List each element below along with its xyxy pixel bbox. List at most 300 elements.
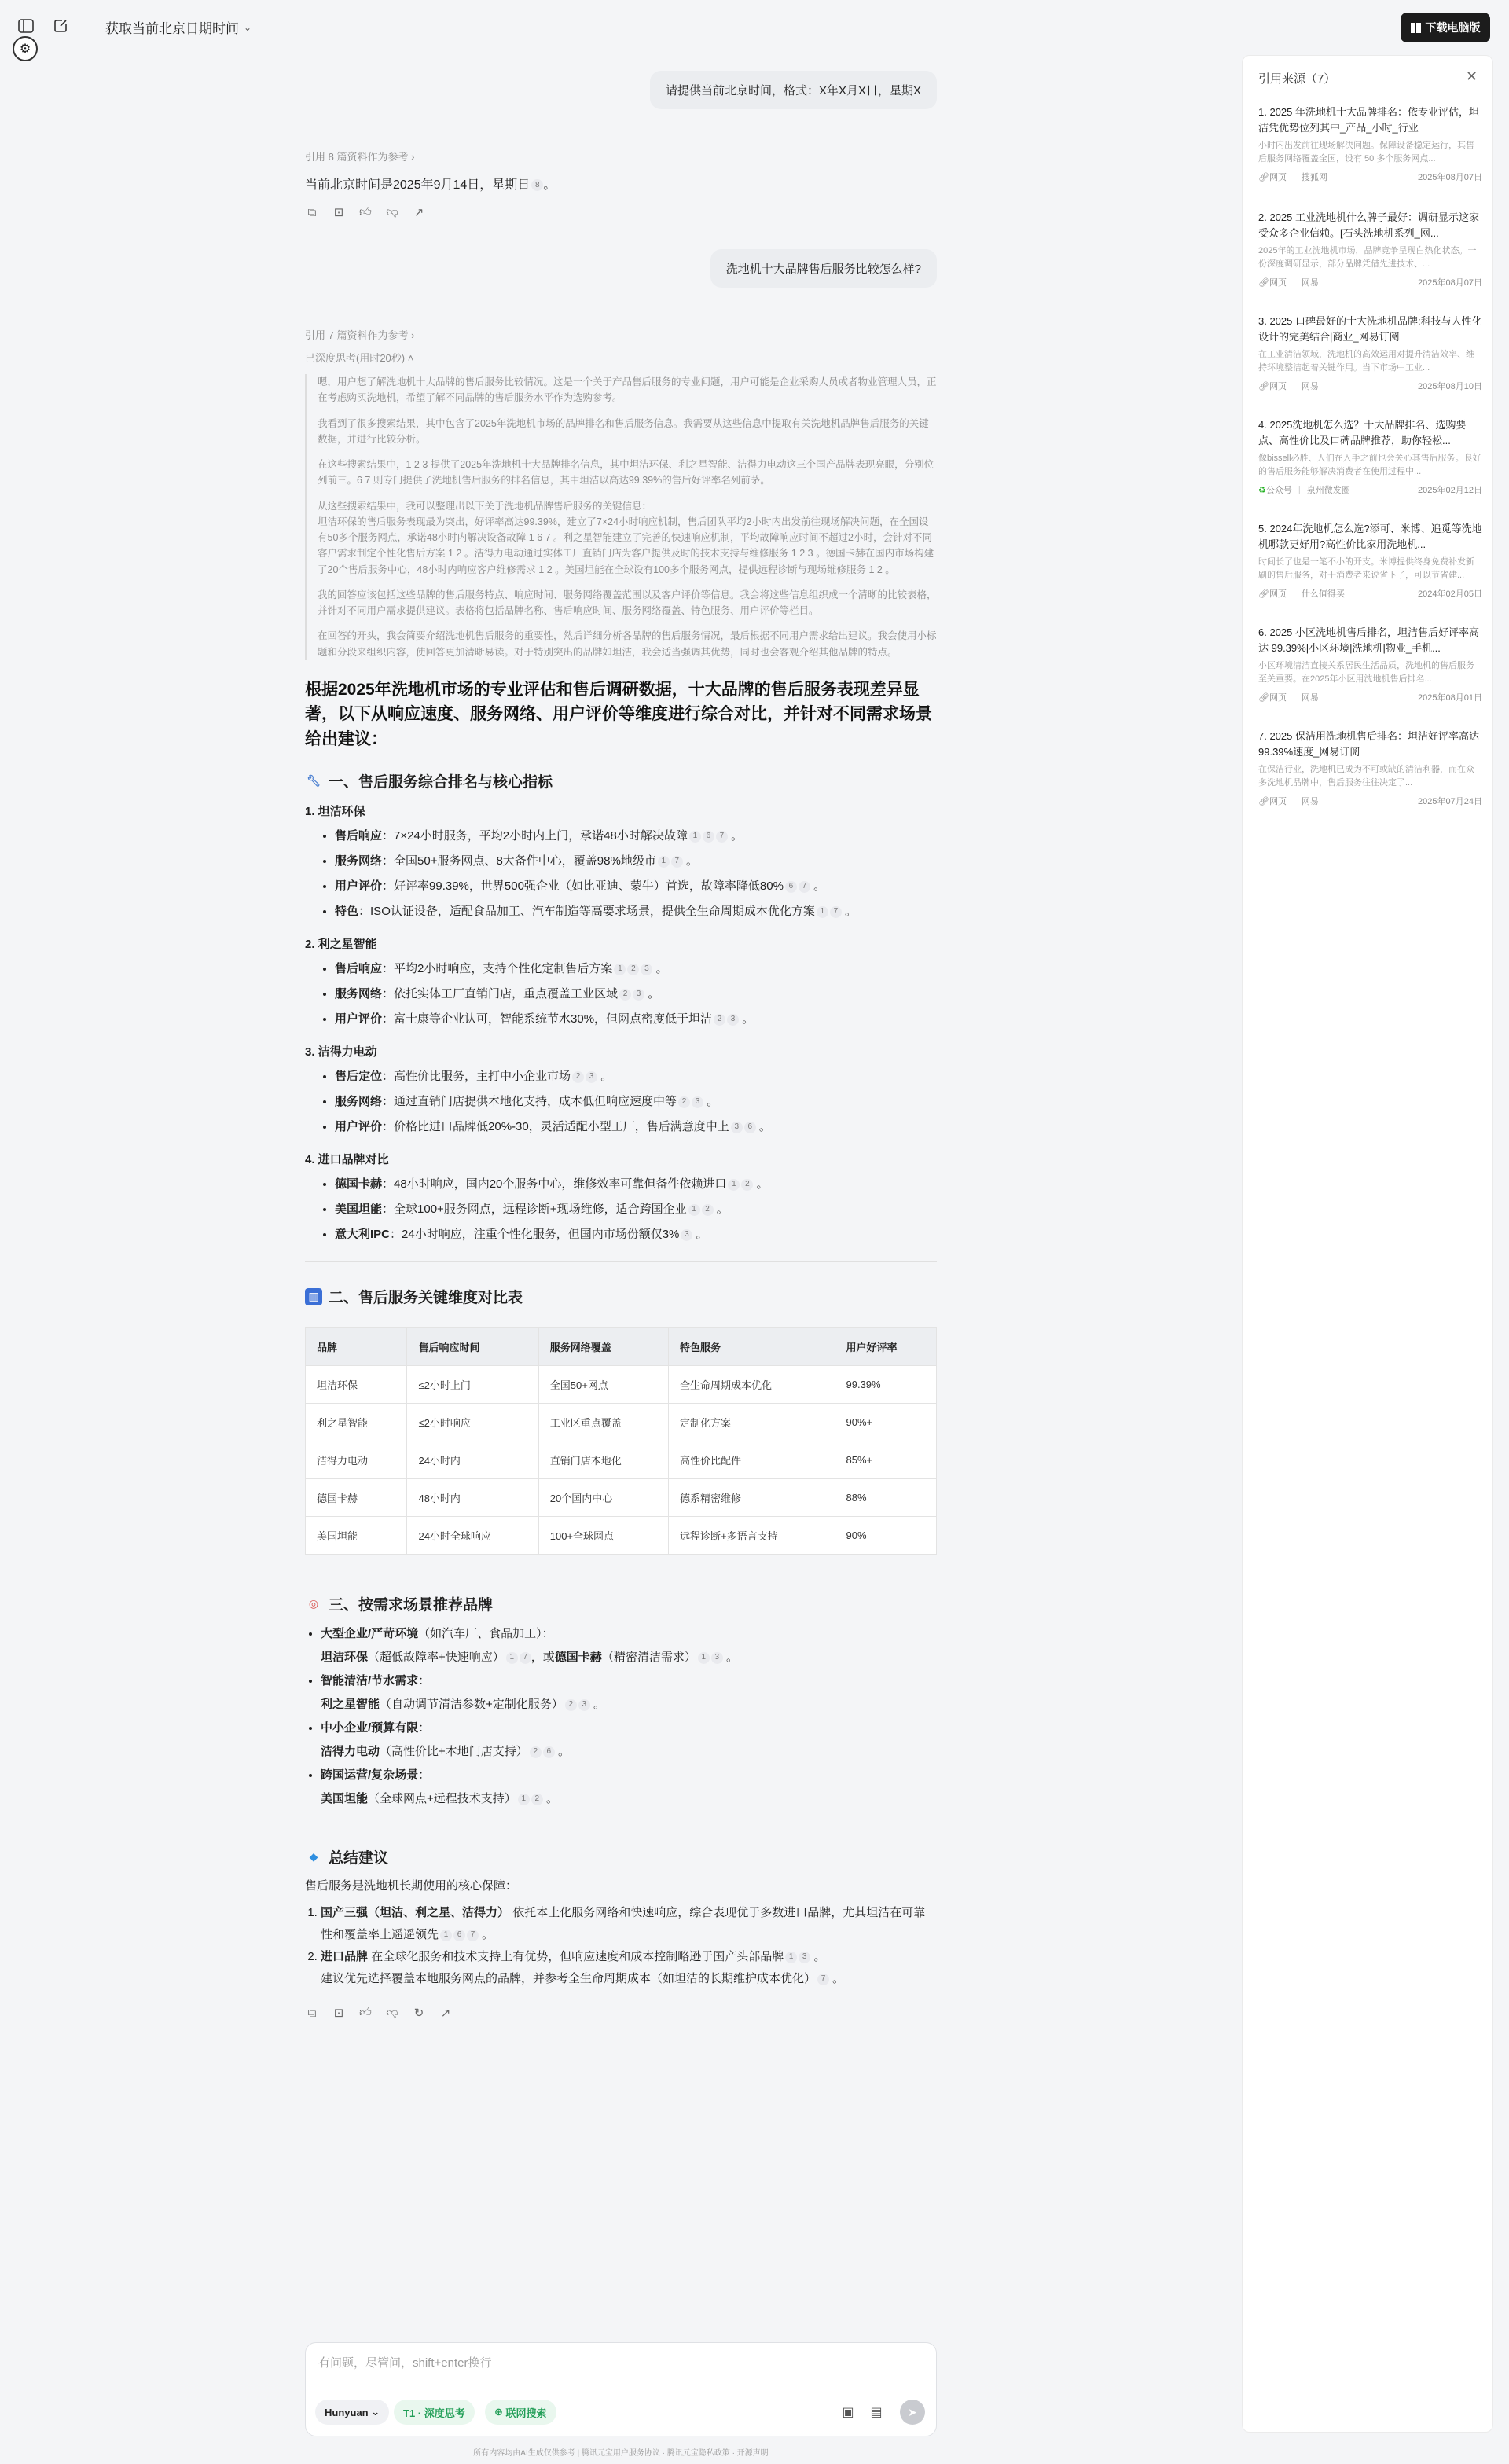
item-value: ：全球100+服务网点，远程诊断+现场维修，适合跨国企业 <box>382 1203 687 1217</box>
recommendation-reason: （全球网点+远程技术支持） <box>368 1792 516 1806</box>
citation-badge[interactable]: 3 <box>681 1229 692 1241</box>
item-key: 售后响应 <box>335 962 383 976</box>
link-icon: 🔗︎ <box>1258 172 1269 182</box>
item-value: ：通过直销门店提供本地化支持，成本低但响应速度中等 <box>382 1095 677 1109</box>
scenario-key-suffix: ： <box>418 1721 431 1735</box>
table-cell: 90%+ <box>835 1404 937 1441</box>
citation-badge[interactable]: 7 <box>799 881 810 893</box>
references-link-1[interactable]: 引用 8 篇资料作为参考 › <box>305 151 415 163</box>
table-cell: 德系精密维修 <box>669 1479 835 1517</box>
brand-item: • 售后响应：平均2小时响应，支持个性化定制售后方案 1 2 3 。 <box>335 957 937 982</box>
citation-badge[interactable]: 1 <box>688 1204 700 1216</box>
source-site: 泉州微发圈 <box>1306 486 1350 495</box>
source-type: 网页 <box>1269 278 1287 288</box>
table-cell: ≤2小时上门 <box>407 1366 538 1404</box>
copy-icon[interactable]: ⧉ <box>307 205 317 219</box>
source-type: 网页 <box>1269 382 1287 391</box>
item-value: ：平均2小时响应，支持个性化定制售后方案 <box>382 962 613 976</box>
thinking-label: 已深度思考(用时20秒) <box>305 352 406 364</box>
answer-text: 当前北京时间是2025年9月14日，星期日 <box>305 178 531 192</box>
sidebar-toggle-icon[interactable] <box>17 17 36 36</box>
table-cell: ≤2小时响应 <box>407 1404 538 1441</box>
citation-badge[interactable]: 7 <box>830 906 842 918</box>
table-row <box>306 1404 937 1441</box>
source-item[interactable] <box>1258 729 1482 807</box>
thumbs-down-icon[interactable]: 👎︎ <box>386 205 398 218</box>
table-header-cell: 售后响应时间 <box>407 1328 538 1366</box>
citation-badge[interactable]: 6 <box>785 881 797 893</box>
deep-thinking-toggle-button[interactable] <box>394 2400 475 2425</box>
source-snippet: 像bissell必胜、人们在入手之前也会关心其售后服务。良好的售后服务能够解决消费者在使用过程中... <box>1258 454 1481 476</box>
source-date: 2025年08月10日 <box>1418 382 1482 391</box>
recommendation-reason: （高性价比+本地门店支持） <box>380 1745 528 1759</box>
source-meta <box>1258 483 1482 496</box>
thinking-content <box>305 374 937 660</box>
scenario-recommendation: 美国坦能（全球网点+远程技术支持） 1 2 。 <box>321 1792 558 1806</box>
send-button[interactable]: ➤ <box>900 2400 925 2425</box>
source-title[interactable]: 2. 2025 工业洗地机什么牌子最好：调研显示这家受众多企业信赖。[石头洗地机系列_网... <box>1258 211 1479 239</box>
source-title[interactable]: 4. 2025洗地机怎么选？十大品牌排名、选购要点、高性价比及口碑品牌推荐，助你轻松... <box>1258 419 1467 446</box>
windows-icon <box>1411 23 1421 33</box>
table-cell: 24小时内 <box>407 1441 538 1479</box>
summary-list <box>321 1902 937 1990</box>
source-site: 什么值得买 <box>1301 589 1345 599</box>
source-item[interactable] <box>1258 521 1482 600</box>
source-meta <box>1258 587 1482 600</box>
source-snippet: 小时内出发前往现场解决问题。保障设备稳定运行，其售后服务网络覆盖全国，设有 50 多个服务网点... <box>1258 141 1474 163</box>
brand-item: • 服务网络：依托实体工厂直销门店，重点覆盖工业区域 2 3 。 <box>335 982 937 1007</box>
item-value: ：依托实体工厂直销门店，重点覆盖工业区域 <box>382 987 619 1001</box>
section-2-heading <box>305 1286 937 1307</box>
source-item[interactable] <box>1258 314 1482 392</box>
scenario-list <box>321 1622 937 1811</box>
table-cell: 坦洁环保 <box>306 1366 407 1404</box>
image-upload-icon[interactable]: ▣ <box>842 2406 854 2419</box>
source-meta <box>1258 276 1482 288</box>
summary-key: 国产三强（坦洁、利之星、洁得力） <box>321 1906 510 1920</box>
table-cell: 24小时全球响应 <box>407 1517 538 1555</box>
scenario-key: 大型企业/严苛环境 <box>321 1627 419 1641</box>
recommended-brand: 利之星智能 <box>321 1698 380 1712</box>
source-type: 网页 <box>1269 589 1287 599</box>
item-key: 特色 <box>335 905 359 919</box>
citation-badge[interactable]: 3 <box>799 1952 810 1963</box>
item-key: 意大利IPC <box>335 1228 391 1242</box>
citation-badge[interactable]: 1 <box>689 831 701 843</box>
citation-badge[interactable]: 2 <box>678 1096 690 1108</box>
table-row <box>306 1517 937 1555</box>
table-cell: 85%+ <box>835 1441 937 1479</box>
thinking-paragraph: 我看到了很多搜索结果，其中包含了2025年洗地机市场的品牌排名和售后服务信息。我需要从这些信息中提取有关洗地机品牌售后服务的关键数据，并进行比较分析。 <box>318 417 929 445</box>
citation-badge[interactable]: 3 <box>578 1699 590 1711</box>
share-icon[interactable]: ↗ <box>440 2007 451 2021</box>
link-icon: 🔗︎ <box>1258 692 1269 703</box>
assistant-answer-1: 当前北京时间是2025年9月14日，星期日 8 。 <box>305 178 556 192</box>
table-cell: 直销门店本地化 <box>538 1441 668 1479</box>
globe-icon: ⊕ <box>494 2406 503 2418</box>
citation-badge[interactable]: 2 <box>702 1204 714 1216</box>
citation-badge[interactable]: 3 <box>586 1071 597 1083</box>
source-snippet: 在工业清洁领域，洗地机的高效运用对提升清洁效率、维持环境整洁起着关键作用。当下市场中工业... <box>1258 350 1474 373</box>
copy-icon[interactable]: ⧉ <box>307 2006 317 2020</box>
download-label: 下载电脑版 <box>1425 21 1481 34</box>
sources-panel-title: 引用来源（7） <box>1258 72 1336 86</box>
brand-title: 3. 洁得力电动 <box>305 1045 377 1059</box>
citation-badge[interactable]: 1 <box>658 856 670 868</box>
table-header-row <box>306 1328 937 1366</box>
link-icon: 🔗︎ <box>1258 277 1269 288</box>
item-value: ：48小时响应，国内20个服务中心，维修效率可靠但备件依赖进口 <box>382 1177 727 1192</box>
table-cell: 远程诊断+多语言支持 <box>669 1517 835 1555</box>
item-value: ：全国50+服务网点、8大备件中心，覆盖98%地级市 <box>382 854 656 868</box>
table-cell: 48小时内 <box>407 1479 538 1517</box>
source-site: 网易 <box>1301 693 1319 703</box>
citation-badge[interactable]: 2 <box>741 1179 753 1191</box>
thinking-paragraph: 坦洁环保的售后服务表现最为突出，好评率高达99.39%，建立了7×24小时响应机制，售后团队平均2小时内出发前往现场解决问题，在全国设有50多个服务网点，承诺48小时内解决设备故障 1 6 7 。利之星智能建立了完善的快速响应机制，平均故障响应时间不超过2小时，会针对不同客户需求制定个性化售后方案 1 2 。洁得力电动通过实体工厂直销门店为客户提供及时的技术支持与维修服务 1 2 3 。德国卡赫在国内市场构建了20个售后服务中心，48小时内响应客户维修需求 1 2 。美国坦能在全球设有100多个服务网点，提供远程诊断与现场维修服务 1 2 。 <box>318 516 934 575</box>
brand-items <box>335 1172 937 1247</box>
file-upload-icon[interactable]: ▤ <box>870 2406 883 2419</box>
item-key: 售后响应 <box>335 829 383 843</box>
separator: | <box>1292 381 1295 391</box>
thinking-paragraph: 在这些搜索结果中，1 2 3 提供了2025年洗地机十大品牌排名信息，其中坦洁环保、利之星智能、洁得力电动这三个国产品牌表现亮眼，分别位列前三。6 7 则专门提供了洗地机售后服务的排名信息，其中坦洁以高达99.39%的售后好评率名列前茅。 <box>318 459 934 487</box>
separator: | <box>1292 277 1295 287</box>
item-value: ：价格比进口品牌低20%-30，灵活适配小型工厂，售后满意度中上 <box>382 1120 729 1134</box>
scenario-key: 中小企业/预算有限 <box>321 1721 419 1735</box>
citation-badge[interactable]: 6 <box>453 1930 465 1941</box>
comparison-table <box>305 1327 937 1555</box>
citation-badge[interactable]: 3 <box>727 1014 739 1026</box>
citation-badge[interactable]: 1 <box>440 1930 452 1941</box>
connector-text: ，或 <box>531 1651 555 1665</box>
thumbs-up-icon[interactable]: 👍︎ <box>359 205 372 218</box>
table-cell: 高性价比配件 <box>669 1441 835 1479</box>
source-meta <box>1258 691 1482 703</box>
brand-title: 4. 进口品牌对比 <box>305 1153 389 1167</box>
thumbs-up-icon[interactable]: 👍︎ <box>359 2006 372 2020</box>
summary-item: 1. 国产三强（坦洁、利之星、洁得力） 依托本土化服务网络和快速响应，综合表现优于多数进口品牌，尤其坦洁在可靠性和覆盖率上遥遥领先 1 6 7 。 <box>321 1902 937 1946</box>
scenario-key: 跨国运营/复杂场景 <box>321 1768 419 1783</box>
brand-item: • 美国坦能：全球100+服务网点，远程诊断+现场维修，适合跨国企业 1 2 。 <box>335 1197 937 1222</box>
regenerate-icon[interactable]: ↻ <box>413 2007 424 2021</box>
item-key: 用户评价 <box>335 879 383 894</box>
item-key: 服务网络 <box>335 1095 383 1109</box>
table-cell: 90% <box>835 1517 937 1555</box>
scenario-key: 智能清洁/节水需求 <box>321 1674 419 1688</box>
brand-item: • 德国卡赫：48小时响应，国内20个服务中心，维修效率可靠但备件依赖进口 1 2 。 <box>335 1172 937 1197</box>
scenario-key-suffix: ： <box>418 1768 431 1783</box>
chevron-down-icon: ⌄ <box>244 21 252 33</box>
references-label: 引用 7 篇资料作为参考 <box>305 329 409 341</box>
separator: | <box>1292 692 1295 702</box>
table-header-cell: 服务网络覆盖 <box>538 1328 668 1366</box>
source-snippet: 时间长了也是一笔不小的开支。米博提供终身免费补发新刷的售后服务，对于消费者来说省下了，可以节省建... <box>1258 557 1474 580</box>
web-search-toggle-button[interactable] <box>485 2400 556 2425</box>
bookmark-icon[interactable]: ⊡ <box>333 206 344 219</box>
section-title: 一、售后服务综合排名与核心指标 <box>329 774 553 791</box>
source-title[interactable]: 1. 2025 年洗地机十大品牌排名：依专业评估，坦洁凭优势位列其中_产品_小时_行业 <box>1258 106 1479 134</box>
source-date: 2025年08月07日 <box>1418 173 1482 182</box>
item-value: ：ISO认证设备，适配食品加工、汽车制造等高要求场景，提供全生命周期成本优化方案 <box>358 905 815 919</box>
table-body <box>306 1366 937 1555</box>
scenario-recommendation: 洁得力电动（高性价比+本地门店支持） 2 6 。 <box>321 1745 570 1759</box>
item-key: 用户评价 <box>335 1012 383 1026</box>
recommended-brand: 美国坦能 <box>321 1792 369 1806</box>
citation-badge[interactable]: 2 <box>565 1699 577 1711</box>
references-label: 引用 8 篇资料作为参考 <box>305 151 409 163</box>
close-icon[interactable]: ✕ <box>1466 68 1478 84</box>
source-date: 2025年08月07日 <box>1418 278 1482 288</box>
references-link-2[interactable]: 引用 7 篇资料作为参考 › <box>305 329 415 341</box>
user-message-1: 请提供当前北京时间，格式：X年X月X日，星期X <box>650 71 937 109</box>
citation-badge[interactable]: 1 <box>698 1652 710 1664</box>
summary-item: 2. 进口品牌 在全球化服务和技术支持上有优势，但响应速度和成本控制略逊于国产头部品牌 1 3 。 建议优先选择覆盖本地服务网点的品牌，并参考全生命周期成本（如坦洁的长期维护成本优化） 7 。 <box>321 1946 937 1990</box>
separator: | <box>1292 796 1295 806</box>
brand-item: • 用户评价：富士康等企业认可，智能系统节水30%，但网点密度低于坦洁 2 3 。 <box>335 1007 937 1032</box>
citation-badge[interactable]: 1 <box>614 964 626 975</box>
citation-badge[interactable]: 3 <box>711 1652 723 1664</box>
table-cell: 88% <box>835 1479 937 1517</box>
citation-badge[interactable]: 8 <box>531 179 543 191</box>
table-cell: 定制化方案 <box>669 1404 835 1441</box>
source-site: 搜狐网 <box>1301 173 1327 182</box>
thinking-paragraph: 从这些搜索结果中，我可以整理出以下关于洗地机品牌售后服务的关键信息： <box>318 500 652 512</box>
summary-text: 在全球化服务和技术支持上有优势，但响应速度和成本控制略逊于国产头部品牌 <box>371 1950 784 1964</box>
table-row <box>306 1441 937 1479</box>
model-selector[interactable]: Hunyuan ⌄ <box>315 2400 389 2425</box>
top-bar <box>0 0 1481 55</box>
scenario-key-suffix: （如汽车厂、食品加工）： <box>418 1627 554 1641</box>
citation-badge[interactable]: 3 <box>731 1122 743 1133</box>
citation-badge[interactable]: 1 <box>506 1652 518 1664</box>
brand-title: 2. 利之星智能 <box>305 938 377 952</box>
source-site: 网易 <box>1301 278 1319 288</box>
download-desktop-button[interactable] <box>1401 13 1490 42</box>
chat-title: 获取当前北京日期时间 <box>105 21 239 36</box>
citation-badge[interactable]: 2 <box>619 989 631 1001</box>
item-value: ：7×24小时服务，平均2小时内上门，承诺48小时解决故障 <box>382 829 688 843</box>
scenario-item <box>321 1669 937 1717</box>
user-message-2: 洗地机十大品牌售后服务比较怎么样? <box>710 249 937 288</box>
citation-badge[interactable]: 1 <box>785 1952 797 1963</box>
recommendation-reason: （超低故障率+快速响应） <box>368 1651 505 1665</box>
citation-badge[interactable]: 2 <box>572 1071 584 1083</box>
scenario-item <box>321 1622 937 1669</box>
citation-badge[interactable]: 1 <box>518 1794 530 1805</box>
message-actions-1 <box>305 205 937 219</box>
summary-heading <box>305 1846 937 1867</box>
separator: | <box>1292 172 1295 182</box>
source-item[interactable] <box>1258 625 1482 703</box>
brand-items <box>335 824 937 924</box>
citation-badge[interactable]: 7 <box>817 1974 829 1985</box>
model-label: Hunyuan <box>325 2406 369 2418</box>
share-icon[interactable]: ↗ <box>413 206 424 219</box>
table-cell: 工业区重点覆盖 <box>538 1404 668 1441</box>
brand-list <box>305 802 937 1247</box>
brand-item: • 意大利IPC：24小时响应，注重个性化服务，但国内市场份额仅3% 3 。 <box>335 1222 937 1247</box>
separator: | <box>1292 589 1295 598</box>
citation-badge[interactable]: 7 <box>520 1652 531 1664</box>
item-key: 德国卡赫 <box>335 1177 383 1192</box>
citation-badge[interactable]: 3 <box>692 1096 703 1108</box>
summary-text: 建议优先选择覆盖本地服务网点的品牌，并参考全生命周期成本（如坦洁的长期维护成本优化） <box>321 1972 817 1986</box>
divider <box>305 1261 937 1262</box>
chat-input-box[interactable] <box>305 2342 937 2436</box>
recommendation-reason: （自动调节清洁参数+定制化服务） <box>380 1698 564 1712</box>
source-site: 网易 <box>1301 797 1319 806</box>
source-date: 2025年07月24日 <box>1418 797 1482 806</box>
deep-thinking-label: T1 · 深度思考 <box>403 2407 465 2419</box>
brand-item: • 特色：ISO认证设备，适配食品加工、汽车制造等高要求场景，提供全生命周期成本优化方案 1 7 。 <box>335 899 937 924</box>
item-value: ：高性价比服务，主打中小企业市场 <box>382 1070 571 1084</box>
citation-badge[interactable]: 6 <box>543 1746 555 1758</box>
scenario-item <box>321 1717 937 1764</box>
source-title[interactable]: 5. 2024年洗地机怎么选?添可、米博、追觅等洗地机哪款更好用?高性价比家用洗地机... <box>1258 523 1482 550</box>
section-1-heading <box>305 770 937 791</box>
brand-item: • 用户评价：好评率99.39%，世界500强企业（如比亚迪、蒙牛）首选，故障率降低80% 6 7 。 <box>335 874 937 899</box>
summary-text: 依托本土化服务网络和快速响应，综合表现优于多数进口品牌，尤其坦洁在可靠性和覆盖率上遥遥领先 <box>321 1906 926 1942</box>
item-key: 服务网络 <box>335 987 383 1001</box>
source-type: 公众号 <box>1265 486 1292 495</box>
source-date: 2024年02月05日 <box>1418 589 1482 599</box>
settings-gear-icon[interactable]: ⚙ <box>13 36 38 61</box>
citation-badge[interactable]: 2 <box>530 1746 542 1758</box>
recommendation-reason: （精密清洁需求） <box>601 1651 696 1665</box>
section-3-heading <box>305 1593 937 1614</box>
table-cell: 全生命周期成本优化 <box>669 1366 835 1404</box>
table-header-cell: 品牌 <box>306 1328 407 1366</box>
citation-badge[interactable]: 3 <box>633 989 644 1001</box>
table-cell: 99.39% <box>835 1366 937 1404</box>
item-key: 用户评价 <box>335 1120 383 1134</box>
summary-key: 进口品牌 <box>321 1950 369 1964</box>
table-header-cell: 特色服务 <box>669 1328 835 1366</box>
source-snippet: 2025年的工业洗地机市场，品牌竞争呈现白热化状态。一份深度调研显示，部分品牌凭借先进技术、... <box>1258 246 1477 269</box>
source-site: 网易 <box>1301 382 1319 391</box>
link-icon: 🔗︎ <box>1258 381 1269 391</box>
answer-intro: 根据2025年洗地机市场的专业评估和售后调研数据，十大品牌的售后服务表现差异显著，以下从响应速度、服务网络、用户评价等维度进行综合对比，并针对不同需求场景给出建议： <box>305 680 932 748</box>
link-icon: 🔗︎ <box>1258 589 1269 599</box>
recommended-brand: 洁得力电动 <box>321 1745 380 1759</box>
sources-panel <box>1242 55 1493 2433</box>
diamond-icon: ◆ <box>309 1850 318 1864</box>
item-value: ：富士康等企业认可，智能系统节水30%，但网点密度低于坦洁 <box>382 1012 713 1026</box>
source-type: 网页 <box>1269 693 1287 703</box>
table-cell: 利之星智能 <box>306 1404 407 1441</box>
brand-items <box>335 1064 937 1140</box>
source-type: 网页 <box>1269 173 1287 182</box>
table-row <box>306 1366 937 1404</box>
source-item[interactable] <box>1258 105 1482 183</box>
table-cell: 100+全球网点 <box>538 1517 668 1555</box>
conversation <box>305 55 937 2020</box>
section-title: 二、售后服务关键维度对比表 <box>329 1290 523 1307</box>
citation-badge[interactable]: 2 <box>627 964 639 975</box>
source-snippet: 小区环境清洁直接关系居民生活品质，洗地机的售后服务至关重要。在2025年小区用洗地机售后排名... <box>1258 661 1474 684</box>
citation-badge[interactable]: 1 <box>817 906 828 918</box>
thinking-paragraph: 嗯，用户想了解洗地机十大品牌的售后服务比较情况。这是一个关于产品售后服务的专业问题，用户可能是企业采购人员或者物业管理人员，正在考虑购买洗地机，希望了解不同品牌的售后服务水平作为选购参考。 <box>318 376 937 404</box>
wechat-icon: ♻ <box>1258 485 1266 495</box>
message-actions-2 <box>305 2006 937 2020</box>
scenario-key-suffix: ： <box>418 1674 431 1688</box>
source-title[interactable]: 6. 2025 小区洗地机售后排名，坦洁售后好评率高达 99.39%|小区环境|洗地机|物业_手机... <box>1258 626 1479 654</box>
source-type: 网页 <box>1269 797 1287 806</box>
source-meta <box>1258 380 1482 392</box>
scenario-recommendation: 坦洁环保（超低故障率+快速响应） 1 7 ，或德国卡赫（精密清洁需求） 1 3 。 <box>321 1651 738 1665</box>
table-cell: 20个国内中心 <box>538 1479 668 1517</box>
item-key: 服务网络 <box>335 854 383 868</box>
item-value: ：好评率99.39%，世界500强企业（如比亚迪、蒙牛）首选，故障率降低80% <box>382 879 784 894</box>
table-cell: 美国坦能 <box>306 1517 407 1555</box>
table-row <box>306 1479 937 1517</box>
bar-chart-icon: ▥ <box>305 1288 322 1305</box>
citation-badge[interactable]: 3 <box>641 964 652 975</box>
thinking-paragraph: 我的回答应该包括这些品牌的售后服务特点、响应时间、服务网络覆盖范围以及客户评价等信息。我会将这些信息组织成一个清晰的比较表格，并针对不同用户需求提供建议。表格将包括品牌名称、售后响应时间、服务网络覆盖、特色服务、用户评价等栏目。 <box>318 589 937 616</box>
table-header-cell: 用户好评率 <box>835 1328 937 1366</box>
citation-badge[interactable]: 7 <box>671 856 683 868</box>
citation-badge[interactable]: 6 <box>744 1122 756 1133</box>
source-title[interactable]: 3. 2025 口碑最好的十大洗地机品牌:科技与人性化设计的完美结合|商业_网易订阅 <box>1258 315 1482 343</box>
bookmark-icon[interactable]: ⊡ <box>333 2007 344 2021</box>
separator: | <box>1298 485 1301 494</box>
table-cell: 德国卡赫 <box>306 1479 407 1517</box>
source-meta <box>1258 795 1482 807</box>
table-cell: 全国50+网点 <box>538 1366 668 1404</box>
brand-item: • 售后响应：7×24小时服务，平均2小时内上门，承诺48小时解决故障 1 6 7 。 <box>335 824 937 849</box>
deep-thinking-toggle[interactable]: 已深度思考(用时20秒) ˄ <box>305 352 414 364</box>
source-snippet: 在保洁行业，洗地机已成为不可或缺的清洁利器，而在众多洗地机品牌中，售后服务往往决定了... <box>1258 765 1474 788</box>
chat-input-placeholder[interactable]: 有问题，尽管问，shift+enter换行 <box>318 2356 492 2370</box>
brand-item: • 服务网络：全国50+服务网点、8大备件中心，覆盖98%地级市 1 7 。 <box>335 849 937 874</box>
brand-item: • 服务网络：通过直销门店提供本地化支持，成本低但响应速度中等 2 3 。 <box>335 1089 937 1114</box>
brand-item: • 售后定位：高性价比服务，主打中小企业市场 2 3 。 <box>335 1064 937 1089</box>
citation-badge[interactable]: 2 <box>714 1014 725 1026</box>
thinking-paragraph: 在回答的开头，我会简要介绍洗地机售后服务的重要性，然后详细分析各品牌的售后服务情况，最后根据不同用户需求给出建议。我会使用小标题和分段来组织内容，使回答更加清晰易读。对于特别突出的品牌如坦洁，我会适当强调其优势，同时也会客观介绍其他品牌的特点。 <box>318 630 937 658</box>
thumbs-down-icon[interactable]: 👎︎ <box>386 2006 398 2020</box>
scenario-recommendation: 利之星智能（自动调节清洁参数+定制化服务） 2 3 。 <box>321 1698 605 1712</box>
brand-item: • 用户评价：价格比进口品牌低20%-30，灵活适配小型工厂，售后满意度中上 3 6 。 <box>335 1114 937 1140</box>
citation-badge[interactable]: 2 <box>531 1794 543 1805</box>
chat-title-dropdown[interactable] <box>105 17 252 37</box>
citation-badge[interactable]: 7 <box>467 1930 479 1941</box>
recommended-brand: 德国卡赫 <box>554 1651 602 1665</box>
summary-lead: 售后服务是洗地机长期使用的核心保障： <box>305 1879 518 1893</box>
brand-items <box>335 957 937 1032</box>
citation-badge[interactable]: 7 <box>716 831 728 843</box>
link-icon: 🔗︎ <box>1258 796 1269 806</box>
source-date: 2025年08月01日 <box>1418 693 1482 703</box>
source-title[interactable]: 7. 2025 保洁用洗地机售后排名：坦洁好评率高达 99.39%速度_网易订阅 <box>1258 730 1479 758</box>
citation-badge[interactable]: 1 <box>728 1179 740 1191</box>
citation-badge[interactable]: 6 <box>703 831 714 843</box>
source-item[interactable] <box>1258 210 1482 288</box>
source-meta <box>1258 171 1482 183</box>
source-item[interactable] <box>1258 417 1482 496</box>
scenario-item <box>321 1764 937 1811</box>
table-cell: 洁得力电动 <box>306 1441 407 1479</box>
item-value: ：24小时响应，注重个性化服务，但国内市场份额仅3% <box>390 1228 680 1242</box>
web-search-label: 联网搜索 <box>505 2407 547 2419</box>
target-icon: ◎ <box>308 1597 319 1610</box>
item-key: 美国坦能 <box>335 1203 383 1217</box>
section-title: 三、按需求场景推荐品牌 <box>329 1597 494 1614</box>
source-date: 2025年02月12日 <box>1418 486 1482 495</box>
recommended-brand: 坦洁环保 <box>321 1651 369 1665</box>
new-chat-icon[interactable] <box>52 17 71 36</box>
brand-title: 1. 坦洁环保 <box>305 805 365 819</box>
item-key: 售后定位 <box>335 1070 383 1084</box>
wrench-icon: 🔧︎ <box>307 774 321 788</box>
